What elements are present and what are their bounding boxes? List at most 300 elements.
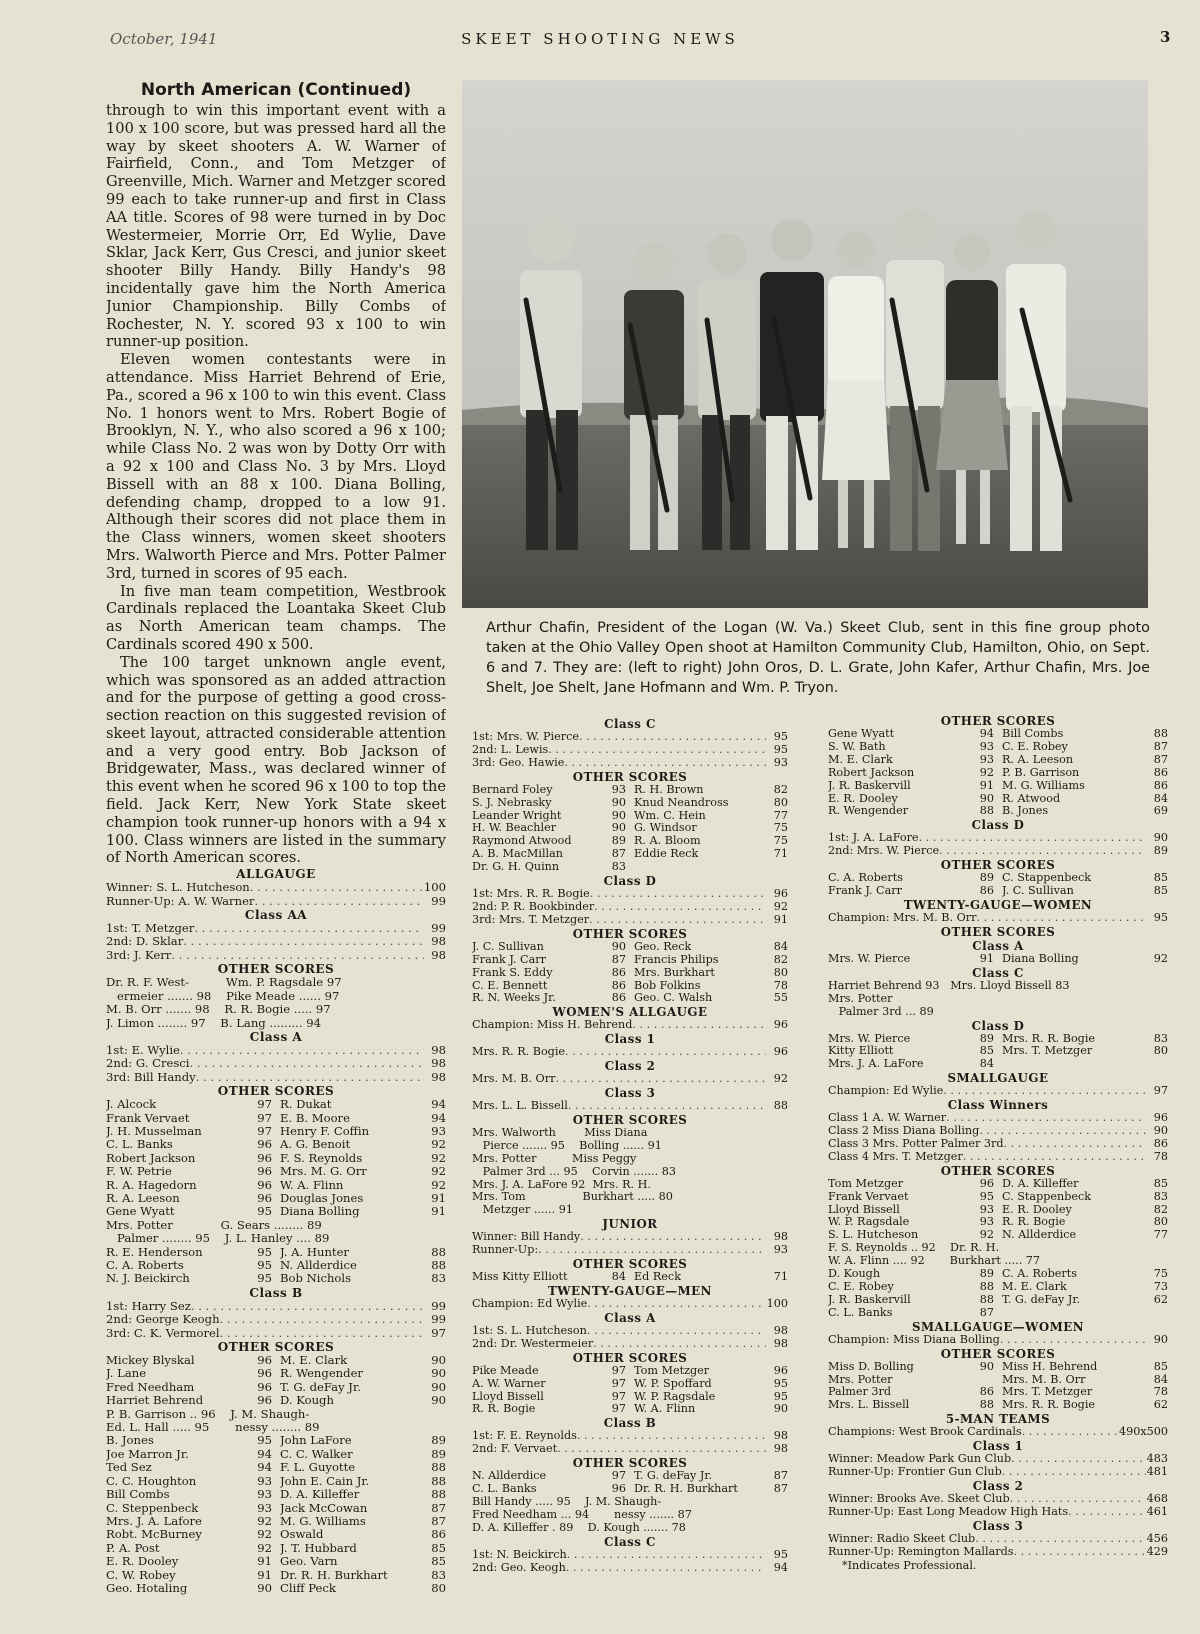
entrant-name: C. A. Roberts [1002,1268,1077,1281]
section-heading: SMALLGAUGE—WOMEN [911,1319,1085,1334]
entrant-name: P. A. Post [106,1541,160,1555]
score-value: 98 [773,1430,788,1443]
leader-dots [191,1300,424,1313]
entrant-name: S. L. Hutcheson [828,1229,919,1242]
score-entry [634,954,788,967]
score-entry [472,1483,626,1496]
entrant-name: Class 1 A. W. Warner [828,1112,947,1125]
entrant-name: Dr. R. H. Burkhart [280,1568,388,1582]
score-entry [634,1483,788,1496]
score-value: 93 [611,783,626,796]
entrant-name: Frank J. Carr [828,885,902,898]
article-paragraph: In five man team competition, Westbrook Cardinals replaced the Loantaka Skeet Club as North American team champs. The Cardinals scored 490 x 500. [106,582,446,653]
score-entry [106,1542,272,1555]
score-entry [280,1272,446,1285]
entrant-name: Tom Metzger [634,1364,710,1377]
entrant-name: Champion: Ed Wylie [828,1085,944,1098]
entrant-name: A. B. MacMillan [472,848,563,861]
leader-dots [568,1100,766,1113]
score-value: 96 [257,1394,272,1408]
entrant-name: J. A. Hunter [280,1245,349,1259]
entrant-name: A. G. Benoit [280,1138,351,1152]
section-heading: OTHER SCORES [940,924,1056,939]
score-line [106,1044,446,1057]
entrant-name: Class 2 Miss Diana Bolling [828,1125,980,1138]
entrant-name: W. P. Ragsdale [828,1216,910,1229]
score-entry [280,1381,446,1394]
score-value: 92 [979,1229,994,1242]
score-value: 87 [1153,753,1168,766]
score-value: 93 [979,1216,994,1229]
score-entry [280,1488,446,1501]
leader-dots [594,901,766,914]
score-value: 90 [611,940,626,953]
score-entry [1002,1045,1168,1058]
score-value: 96 [611,1483,626,1496]
score-line [106,1300,446,1313]
entrant-name: E. R. Dooley [106,1555,179,1569]
entrant-name: T. G. deFay Jr. [280,1380,361,1394]
score-entry [106,1125,272,1138]
score-entry [472,848,626,861]
entrant-name: Frank S. Eddy [472,966,553,979]
entrant-name: C. E. Robey [828,1281,894,1293]
score-entry [280,1125,446,1138]
score-line [828,1453,1168,1466]
score-entry [634,1403,788,1416]
score-value: 93 [257,1488,272,1502]
score-entry [280,1179,446,1192]
score-value: 78 [1153,1386,1168,1399]
entrant-name: Eddie Reck [634,848,699,861]
score-value: 96 [257,1165,272,1179]
score-value: 94 [431,1098,446,1112]
score-entry [106,1138,272,1151]
score-value: 88 [979,1293,994,1306]
entrant-name: R. N. Weeks Jr. [472,992,556,1005]
score-value: 96 [257,1367,272,1381]
score-value: 98 [773,1324,788,1337]
section-heading: Class B [603,1416,657,1431]
score-value: 92 [431,1138,446,1152]
score-entry [280,1165,446,1178]
score-entry [280,1192,446,1205]
score-line: Fred Needham ... 94 nessy ....... 87 [472,1508,692,1521]
leader-dots [171,949,424,962]
score-value: 456 [1146,1532,1168,1545]
score-value: 88 [773,1100,788,1113]
score-entry [472,861,626,874]
score-entry [472,992,626,1005]
score-entry [634,822,788,835]
score-entry [472,1365,626,1378]
score-entry [634,992,788,1005]
score-entry [634,784,788,797]
entrant-name: F. W. Petrie [106,1165,172,1179]
score-value: 89 [979,1032,994,1045]
score-entry [634,1271,788,1284]
score-line [472,1325,788,1338]
score-value: 88 [431,1488,446,1502]
score-entry [472,1403,626,1416]
score-entry [106,1528,272,1541]
score-value: 87 [431,1501,446,1515]
section-heading: Class C [604,1534,656,1549]
score-value: 91 [257,1555,272,1569]
score-value: 96 [257,1354,272,1368]
score-entry [106,1272,272,1285]
score-line [106,895,446,908]
score-entry [280,1448,446,1461]
entrant-name: 3rd: Bill Handy [106,1070,196,1084]
score-value: 98 [773,1443,788,1456]
score-line: J. Limon ........ 97 B. Lang ......... 94 [106,1016,321,1030]
leader-dots [975,1533,1146,1546]
leader-dots [1068,1506,1146,1519]
score-value: 483 [1146,1453,1168,1466]
score-value: 97 [611,1390,626,1403]
score-entry [280,1582,446,1595]
entrant-name: R. Wengender [280,1367,363,1381]
score-value: 96 [773,1019,788,1032]
entrant-name: Palmer 3rd [828,1386,892,1399]
score-line [106,1071,446,1084]
score-entry [828,1294,994,1307]
score-entry [106,1179,272,1192]
score-entry [472,941,626,954]
score-value: 97 [611,1403,626,1416]
score-entry [106,1192,272,1205]
score-line [828,1112,1168,1125]
score-line [472,1100,788,1113]
entrant-name: J. Lane [106,1367,147,1381]
score-value: 95 [773,1548,788,1561]
score-line [472,1244,788,1257]
score-line [828,1493,1168,1506]
entrant-name: Mrs. T. Metzger [1002,1386,1093,1399]
score-value: 93 [773,756,788,769]
score-value: 91 [773,913,788,926]
entrant-name: 2nd: Dr. Westermeier [472,1337,594,1350]
column-left [106,80,446,1630]
score-value: 99 [431,1299,446,1313]
score-entry [106,1461,272,1474]
entrant-name: N. J. Beickirch [106,1272,190,1286]
entrant-name: Frank Vervaet [106,1111,190,1125]
score-value: 93 [773,1244,788,1257]
score-entry [106,1515,272,1528]
article-paragraph: Eleven women contestants were in attendance. Miss Harriet Behrend of Erie, Pa., scored a 96 x 100 to win this event. Class No. 1 honors went to Mrs. Robert Bogie of Brooklyn, N. Y., who also scored a 96 x 100; while Class No. 2 was won by Dotty Orr with a 92 x 100 and Class No. 3 by Mrs. Lloyd Bissell with an 88 x 100. Diana Bolling, defending champ, dropped to a low 91. Although their scores did not place them in the Class winners, women skeet shooters Mrs. Walworth Pierce and Mrs. Potter Palmer 3rd, turned in scores of 95 each. [106,351,446,582]
entrant-name: Wm. C. Hein [634,809,706,822]
entrant-name: Joe Marron Jr. [106,1447,189,1461]
scores-grid [106,1246,446,1286]
entrant-name: F. S. Reynolds [280,1151,363,1165]
entrant-name: N. Allderdice [280,1259,357,1273]
leader-dots [183,935,424,948]
entrant-name: 2nd: L. Lewis [472,743,549,756]
entrant-name: C. Stappenbeck [1002,1190,1092,1203]
score-value: 96 [257,1191,272,1205]
entrant-name: Champion: Miss H. Behrend [472,1019,633,1032]
score-value [768,861,788,874]
score-value: 88 [979,1281,994,1293]
score-value: 92 [1153,952,1168,965]
entrant-name: Champion: Mrs. M. B. Orr [828,911,977,924]
score-line [828,1426,1168,1439]
score-value: 78 [773,979,788,992]
entrant-name: S. W. Bath [828,740,886,753]
score-entry [634,1365,788,1378]
entrant-name: Tom Metzger [828,1177,904,1190]
score-line: Palmer 3rd ... 95 Corvin ....... 83 [472,1165,676,1178]
page-header [0,0,1200,62]
entrant-name: 3rd: C. K. Vermorel [106,1326,220,1340]
score-value: 94 [773,1561,788,1574]
score-value: 75 [773,822,788,835]
score-entry [472,980,626,993]
score-value: 80 [431,1581,446,1595]
score-value: 94 [979,728,994,740]
entrant-name: C. Stappenbeck [1002,872,1092,885]
section-heading: Class C [972,965,1024,980]
entrant-name: Cliff Peck [280,1581,336,1595]
score-value: 98 [773,1231,788,1244]
section-heading: TWENTY-GAUGE—MEN [548,1284,712,1298]
leader-dots [220,1327,424,1340]
leader-dots [567,1549,766,1562]
entrant-name: J. R. Baskervill [828,1293,911,1306]
score-line: Mrs. J. A. LaFore 92 Mrs. R. H. [472,1178,651,1191]
entrant-name: Mrs. L. Bissell [828,1399,910,1412]
score-line [472,757,788,770]
score-value: 97 [257,1111,272,1125]
column-middle [472,717,788,1627]
score-line [472,1443,788,1456]
score-value: 92 [431,1165,446,1179]
section-heading: JUNIOR [602,1217,658,1232]
score-entry [280,1112,446,1125]
entrant-name: Champion: Ed Wylie [472,1298,588,1310]
score-entry [1002,741,1168,754]
score-entry [828,754,994,767]
leader-dots [564,757,766,770]
score-entry [828,793,994,806]
entrant-name: J. C. Sullivan [1002,885,1074,898]
entrant-name: M. E. Clark [280,1354,348,1368]
score-entry [1002,1307,1168,1320]
score-entry [106,1569,272,1582]
score-line: Mrs. Walworth Miss Diana [472,1126,648,1139]
score-entry [1002,1374,1168,1387]
leader-dots [1011,1453,1146,1466]
score-entry [1002,1058,1168,1071]
score-value: 99 [431,894,446,908]
issue-date: October, 1941 [110,30,218,48]
entrant-name: E. R. Dooley [828,792,898,805]
score-value: 83 [1153,1190,1168,1203]
score-entry [106,1555,272,1568]
article-paragraph: through to win this important event with a 100 x 100 score, but was pressed hard all the way by skeet shooters A. W. Warner of Fairfield, Conn., and Tom Metzger of Greenville, Mich. Warner and Metzger scored 99 each to take runner-up and first in Class AA title. Scores of 98 were turned in by Doc Westermeier, Morrie Orr, Ed Wylie, Dave Sklar, Jack Kerr, Gus Cresci, and junior skeet shooter Billy Handy. Billy Handy's 98 incidentally gave him the North America Junior Championship. Billy Combs of Rochester, N. Y. scored 93 x 100 to win runner-up position. [106,102,446,351]
score-value: 85 [979,1045,994,1058]
leader-dots [566,1562,766,1575]
score-entry [106,1394,272,1407]
entrant-name: T. G. deFay Jr. [1002,1293,1081,1306]
score-entry [828,728,994,741]
entrant-name: M. G. Williams [280,1514,366,1528]
entrant-name: C. A. Roberts [106,1259,184,1273]
entrant-name: Gene Wyatt [828,728,895,740]
entrant-name: Miss Kitty Elliott [472,1271,568,1284]
score-entry [280,1259,446,1272]
score-entry [1002,767,1168,780]
score-line: F. S. Reynolds .. 92 Dr. R. H. [828,1242,1000,1255]
entrant-name: Harriet Behrend [106,1394,204,1408]
score-line [106,881,446,894]
score-entry [828,741,994,754]
score-value: 80 [1153,1216,1168,1229]
section-heading: Class 3 [604,1086,656,1101]
score-entry [106,1205,272,1218]
entrant-name: Oswald [280,1528,324,1542]
score-value: 89 [1153,845,1168,858]
score-entry [828,1216,994,1229]
entrant-name: C. A. Roberts [828,872,903,885]
score-value: 84 [1153,792,1168,805]
score-entry [106,1475,272,1488]
score-line [828,1085,1168,1098]
score-value: 84 [979,1058,994,1071]
entrant-name: Raymond Atwood [472,835,572,848]
score-entry [472,835,626,848]
score-entry [280,1354,446,1367]
score-entry [828,767,994,780]
entrant-name: C. Steppenbeck [106,1501,199,1515]
section-heading: OTHER SCORES [572,1112,688,1127]
score-value: 95 [773,1377,788,1390]
score-value: 95 [257,1434,272,1448]
section-heading: OTHER SCORES [940,714,1056,728]
score-entry [1002,780,1168,793]
score-value: 93 [979,753,994,766]
scores-grid [828,1268,1168,1320]
entrant-name: Knud Neandross [634,796,729,809]
score-entry [1002,1033,1168,1046]
score-line: Mrs. Potter [828,992,893,1005]
entrant-name: 1st: Mrs. W. Pierce [472,731,579,743]
score-value: 94 [431,1111,446,1125]
score-line: Pierce ....... 95 Bolling ...... 91 [472,1139,662,1152]
section-heading: Class D [971,818,1025,833]
entrant-name: Mrs. W. Pierce [828,952,911,965]
score-entry [106,1488,272,1501]
leader-dots [557,1443,766,1456]
entrant-name: 1st: Mrs. R. R. Bogie [472,888,590,901]
entrant-name: R. R. Bogie [472,1403,536,1416]
entrant-name: Henry F. Coffin [280,1124,370,1138]
score-value: 88 [431,1245,446,1259]
entrant-name: M. E. Clark [828,753,893,766]
entrant-name: Robert Jackson [106,1151,196,1165]
score-entry [828,1374,994,1387]
section-heading: Class B [249,1285,303,1300]
entrant-name: R. R. Bogie [1002,1216,1066,1229]
entrant-name: W. P. Ragsdale [634,1390,716,1403]
score-entry [280,1502,446,1515]
score-value [1148,1058,1168,1071]
section-heading: Class Winners [947,1098,1049,1113]
leader-dots [587,1325,766,1338]
score-line [828,912,1168,925]
entrant-name: Mrs. J. A. LaFore [828,1058,924,1071]
entrant-name: Winner: Brooks Ave. Skeet Club [828,1492,1010,1505]
leader-dots [632,1019,766,1032]
section-heading: Class 1 [604,1032,656,1047]
scores-grid [828,728,1168,818]
entrant-name: D. A. Killeffer [1002,1177,1079,1190]
score-line: Metzger ...... 91 [472,1204,573,1217]
score-value: 86 [1153,766,1168,779]
score-entry [828,885,994,898]
leader-dots [590,888,766,901]
score-value: 85 [431,1555,446,1569]
score-line [828,1138,1168,1151]
scores-grid [828,1178,1168,1243]
section-heading: 5-MAN TEAMS [945,1412,1051,1427]
score-line [828,832,1168,845]
score-value [1148,1307,1168,1320]
score-line: Mrs. Potter Miss Peggy [472,1152,637,1165]
score-value: 94 [257,1447,272,1461]
entrant-name: Champions: West Brook Cardinals [828,1426,1022,1439]
score-line [106,935,446,948]
score-line [828,1125,1168,1138]
score-line [828,845,1168,858]
section-heading: Class A [604,1310,656,1325]
score-entry [634,848,788,861]
score-line: W. A. Flinn .... 92 Burkhart ..... 77 [828,1255,1041,1268]
score-line [828,1546,1168,1559]
entrant-name: W. A. Flinn [280,1178,344,1192]
score-entry [106,1367,272,1380]
score-entry [472,954,626,967]
score-line [828,1466,1168,1479]
scores-grid [106,1354,446,1408]
score-value: 91 [979,952,994,965]
score-value: 80 [773,796,788,809]
entrant-name: 2nd: F. Vervaet [472,1443,558,1456]
entrant-name: B. Jones [106,1434,154,1448]
scores-grid [828,953,1168,966]
score-entry [1002,1229,1168,1242]
score-entry [280,1394,446,1407]
score-value: 90 [1153,1333,1168,1346]
entrant-name: Runner-Up: A. W. Warner [106,894,255,908]
score-entry [828,805,994,818]
score-value: 90 [611,809,626,822]
scores-grid [472,784,788,874]
entrant-name: F. L. Guyotte [280,1461,356,1475]
leader-dots [1004,1138,1146,1151]
score-entry [280,1246,446,1259]
score-value: 86 [431,1528,446,1542]
score-entry [828,780,994,793]
score-value: 87 [611,848,626,861]
entrant-name: W. A. Flinn [634,1403,696,1416]
score-value: 84 [773,940,788,953]
score-value: 87 [431,1514,446,1528]
entrant-name: 2nd: Geo. Keogh [472,1561,566,1574]
entrant-name: R. E. Henderson [106,1245,203,1259]
